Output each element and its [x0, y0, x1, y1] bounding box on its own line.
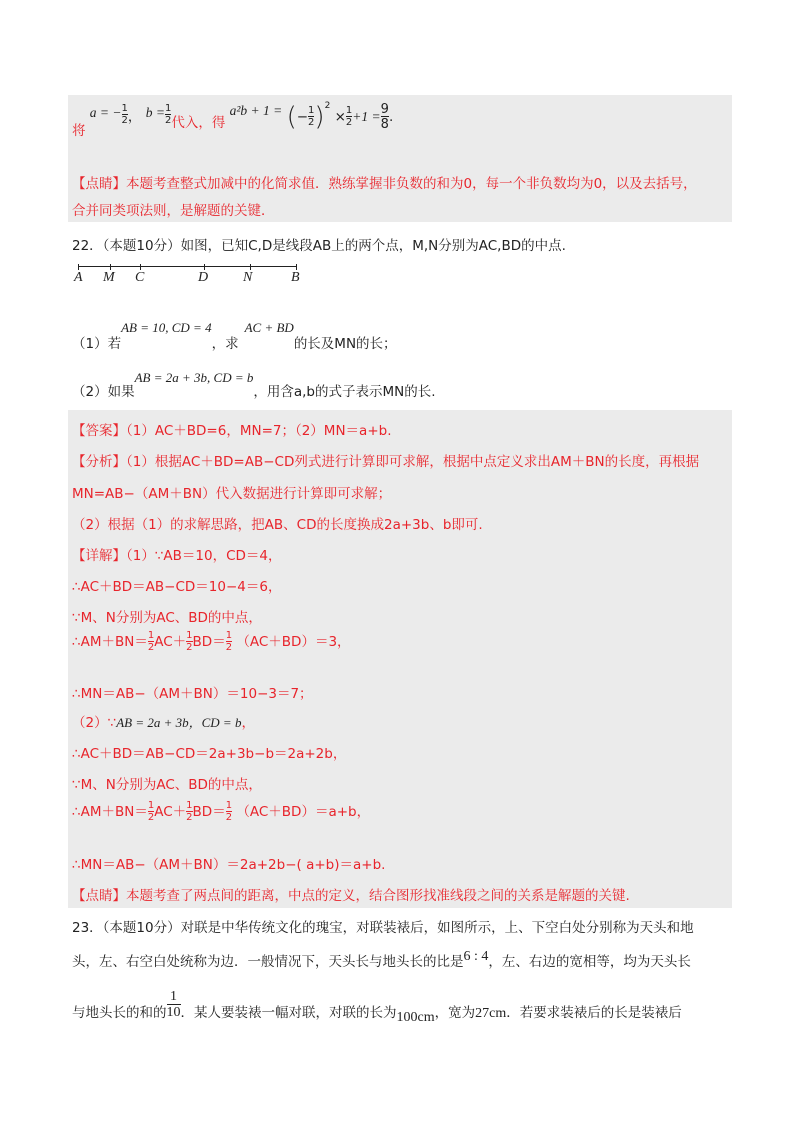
substitution-line: 将 a = − $\frac{1}{2}$ ， b = $\frac{1}{2}$ 代入，得 a²b + 1 = (− $\frac{1}{2}$ )$^2$ × $\frac{1}{2}$ +1 = $\frac{9}{8}$ . [72, 100, 394, 139]
half-fraction: $\frac{1}{2}$ [147, 630, 155, 653]
point-label-d: D [198, 270, 209, 285]
detail-line-1: 【详解】（1）∵AB＝10，CD＝4， [72, 548, 282, 564]
detail-line-8: ∵M、N分别为AC、BD的中点， [72, 777, 262, 793]
q23-line-2: 头，左、右空白处统称为边．一般情况下，天头长与地头长的比是6 : 4，左、右边的宽相等，均为天头长 [72, 949, 691, 970]
analysis-line-3: （2）根据（1）的求解思路，把AB、CD的长度换成2a+3b、b即可. [72, 517, 483, 533]
prev-dianjing-cont: 合并同类项法则，是解题的关键． [72, 203, 275, 219]
result-fraction: $\frac{9}{8}$ [380, 102, 389, 132]
tenth-fraction: $\frac{1}{10}$ [166, 989, 181, 1020]
detail-line-5: ∴MN＝AB−（AM＋BN）＝10−3＝7； [72, 686, 313, 702]
detail-line-7: ∴AC＋BD＝AB−CD＝2a+3b−b＝2a+2b， [72, 746, 347, 762]
detail-line-9: ∴AM＋BN＝ $\frac{1}{2}$ AC＋ $\frac{1}{2}$ BD＝ $\frac{1}{2}$ （AC＋BD）＝a+b， [72, 800, 371, 823]
half-fraction: $\frac{1}{2}$ [147, 800, 155, 823]
prev-dianjing: 【点睛】本题考查整式加减中的化简求值．熟练掌握非负数的和为0，每一个非负数均为0，以及去括号， [72, 176, 697, 192]
half-fraction: $\frac{1}{2}$ [225, 630, 233, 653]
analysis-line-2: MN=AB−（AM＋BN）代入数据进行计算即可求解； [72, 486, 392, 502]
half-fraction: $\frac{1}{2}$ [186, 800, 193, 823]
a-fraction: $\frac{1}{2}$ [121, 103, 128, 126]
q23-line-3: 与地头长的和的 $\frac{1}{10}$ ．某人要装裱一幅对联，对联的长为100cm，宽为27cm．若要求装裱后的长是装裱后 [72, 989, 682, 1025]
q22-header: 22．（本题10分）如图，已知C,D是线段AB上的两个点，M,N分别为AC,BD的中点. [72, 238, 566, 254]
point-label-a: A [74, 270, 83, 285]
detail-line-10: ∴MN＝AB−（AM＋BN）＝2a+2b−( a+b)＝a+b. [72, 857, 386, 873]
half-fraction: $\frac{1}{2}$ [345, 105, 353, 128]
q22-dianjing: 【点睛】本题考查了两点间的距离，中点的定义，结合图形找准线段之间的关系是解题的关键. [72, 888, 630, 904]
half-fraction: $\frac{1}{2}$ [225, 800, 233, 823]
detail-line-4: ∴AM＋BN＝ $\frac{1}{2}$ AC＋ $\frac{1}{2}$ BD＝ $\frac{1}{2}$ （AC＋BD）＝3， [72, 630, 351, 653]
detail-line-2: ∴AC＋BD＝AB−CD＝10−4＝6， [72, 579, 282, 595]
q23-line-1: 23．（本题10分）对联是中华传统文化的瑰宝，对联装裱后，如图所示，上、下空白处分别称为天头和地 [72, 920, 694, 936]
point-label-n: N [243, 270, 253, 285]
neg-half-fraction: $\frac{1}{2}$ [308, 105, 315, 128]
analysis-line-1: 【分析】（1）根据AC＋BD=AB−CD列式进行计算即可求解，根据中点定义求出AM＋BN的长度，再根据 [72, 454, 700, 470]
point-label-b: B [291, 270, 300, 285]
detail-line-6: （2）∵AB = 2a + 3b，CD = b， [72, 715, 255, 731]
detail-line-3: ∵M、N分别为AC、BD的中点， [72, 610, 262, 626]
q22-part1: （1）若AB = 10, CD = 4，求AC + BD的长及MN的长； [72, 320, 397, 352]
half-fraction: $\frac{1}{2}$ [186, 630, 193, 653]
b-fraction: $\frac{1}{2}$ [164, 103, 172, 126]
q22-part2: （2）如果AB = 2a + 3b, CD = b，用含a,b的式子表示MN的长. [72, 370, 436, 400]
point-label-c: C [135, 270, 145, 285]
segment-diagram [76, 262, 306, 292]
point-label-m: M [103, 270, 115, 285]
answer-line: 【答案】（1）AC＋BD=6，MN=7；（2）MN＝a+b. [72, 423, 392, 439]
